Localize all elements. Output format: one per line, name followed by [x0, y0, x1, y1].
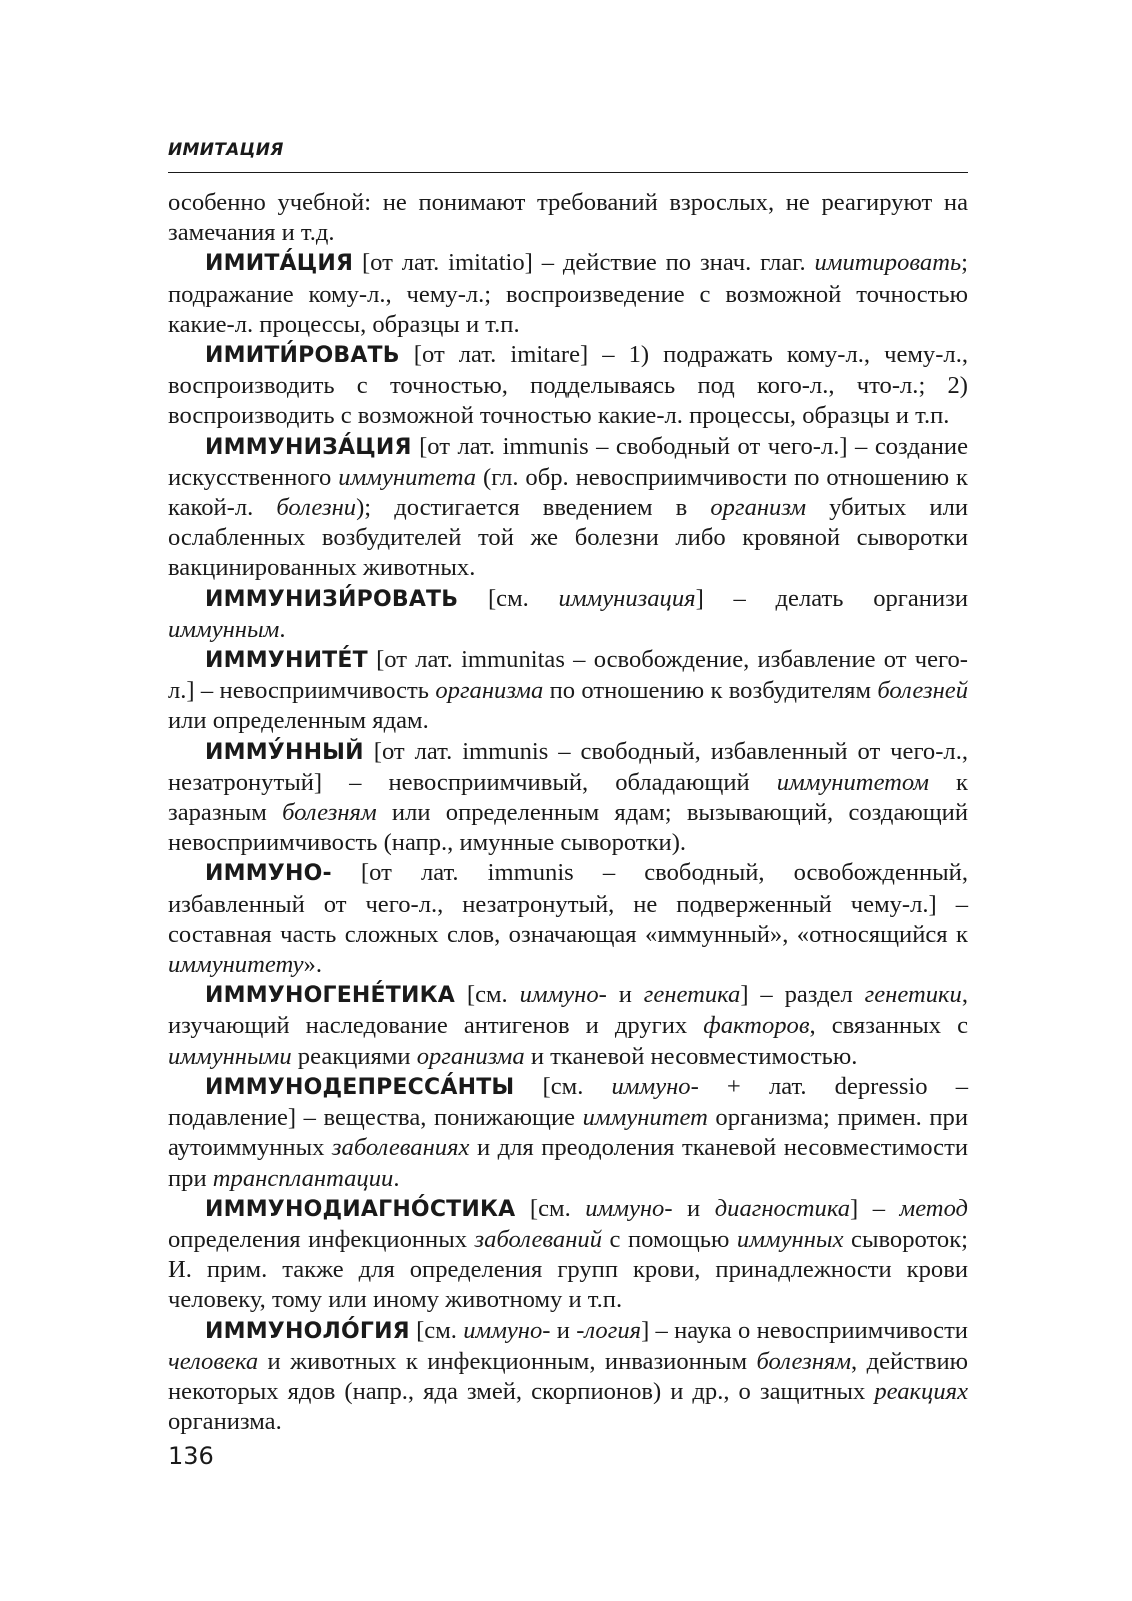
cross-reference-term: болезням — [756, 1347, 852, 1375]
definition-text: + лат. depressio – подавление] – вещества, понижающие — [168, 1072, 968, 1132]
cross-reference-term: организма — [416, 1042, 525, 1070]
cross-reference-term: человека — [168, 1347, 259, 1375]
entry-headword: ИММУНИТЕ́Т — [205, 648, 368, 674]
definition-text: реакциями — [291, 1042, 417, 1070]
cross-reference-term: заболеваниях — [331, 1134, 470, 1162]
definition-text: и животных к инфекционным, инвазионным — [258, 1347, 757, 1375]
definition-text: ] – делать организи — [695, 584, 968, 612]
dictionary-entry — [168, 1072, 968, 1194]
entry-headword: ИММУНИЗИ́РОВАТЬ — [205, 586, 459, 612]
cross-reference-term: организма — [435, 677, 544, 705]
dictionary-entry — [168, 980, 968, 1072]
cross-reference-term: факторов — [703, 1012, 810, 1040]
cross-reference-term: иммунизация — [558, 584, 696, 612]
definition-text: [см. — [514, 1072, 612, 1100]
cross-reference-term: диагностика — [714, 1194, 851, 1222]
entry-headword: ИММУНОГЕНЕ́ТИКА — [205, 983, 455, 1009]
cross-reference-term: болезням — [282, 799, 377, 827]
definition-text: [от лат. imitare] – 1) подражать кому-л., чему-л., воспроизводить с точностью, подделываясь под кого-л., что-л.; 2) воспроизводить с возможной точностью какие-л. процессы, образцы и т.п. — [168, 341, 968, 430]
definition-text: к заразным — [168, 768, 968, 827]
definition-text: и для преодоления тканевой несовместимости при — [168, 1134, 969, 1192]
definition-text: [от лат. immunis – свободный, освобожденный, избавленный от чего-л., незатронутый, не подверженный чему-л.] – составная часть сложных слов, означающая «иммунный», «относящийся к — [168, 859, 968, 948]
entry-headword: ИМИТА́ЦИЯ — [205, 251, 354, 277]
definition-text: и — [606, 981, 644, 1009]
cross-reference-term: иммуно- — [463, 1316, 551, 1344]
entry-headword: ИММУНО- — [205, 861, 332, 887]
definition-text: с помощью — [602, 1225, 737, 1253]
cross-reference-term: иммунных — [736, 1225, 844, 1253]
cross-reference-term: иммунным — [168, 615, 280, 643]
dictionary-entry — [168, 248, 968, 340]
dictionary-entry — [168, 584, 968, 645]
cross-reference-term: болезни — [276, 494, 357, 522]
definition-text: ; подражание кому-л., чему-л.; воспроизведение с возможной точностью какие-л. процессы, образцы и т.п. — [168, 249, 968, 338]
definition-text: [от лат. immunis – свободный от чего-л.] – создание искусственного — [168, 432, 968, 491]
entry-headword: ИММУНОЛО́ГИЯ — [205, 1318, 410, 1344]
cross-reference-term: иммуно- — [519, 981, 607, 1009]
definition-text: и тканевой несовместимостью. — [524, 1042, 858, 1070]
definition-text: . — [279, 615, 286, 643]
cross-reference-term: организм — [710, 494, 807, 522]
cross-reference-term: имитировать — [814, 249, 962, 277]
definition-text: , изучающий наследование антигенов и других — [168, 981, 968, 1040]
dictionary-entries — [168, 248, 968, 1437]
entry-headword: ИММУ́ННЫЙ — [205, 739, 364, 765]
definition-text: организма. — [168, 1408, 282, 1436]
definition-text: , действию некоторых ядов (напр., яда змей, скорпионов) и др., о защитных — [168, 1347, 968, 1405]
entry-headword: ИММУНИЗА́ЦИЯ — [205, 434, 412, 460]
dictionary-entry — [168, 645, 968, 737]
cross-reference-term: иммунитетом — [776, 768, 929, 796]
definition-text: или определенным ядам; вызывающий, создающий невосприимчивость (напр., имунные сыворотки). — [168, 799, 968, 857]
definition-text: [см. — [455, 981, 520, 1009]
definition-text: ] – раздел — [740, 981, 865, 1009]
definition-text: организма; примен. при аутоиммунных — [168, 1104, 968, 1162]
definition-text: ] – — [850, 1194, 900, 1222]
running-head — [168, 136, 968, 173]
dictionary-entry — [168, 1316, 968, 1438]
definition-text: [от лат. immunitas – освобождение, избавление от чего-л.] – невосприимчивость — [168, 646, 968, 705]
definition-text: и — [672, 1194, 715, 1222]
definition-text: по отношению к возбудителям — [543, 677, 878, 705]
page-body — [168, 188, 968, 1437]
definition-text: ); достигается введением в — [356, 494, 711, 522]
cross-reference-term: генетики — [864, 981, 962, 1009]
cross-reference-term: трансплантации — [212, 1164, 394, 1192]
definition-text: ». — [303, 951, 322, 979]
cross-reference-term: реакциях — [874, 1377, 968, 1405]
definition-text: сывороток; И. прим. также для определения групп крови, принадлежности крови человеку, тому или иному животному и т.п. — [168, 1225, 968, 1314]
definition-text: (гл. обр. невосприимчивости по отношению к какой-л. — [168, 463, 968, 522]
cross-reference-term: болезней — [877, 677, 968, 705]
cross-reference-term: иммунитета — [338, 463, 477, 491]
entry-headword: ИМИТИ́РОВАТЬ — [205, 343, 400, 369]
cross-reference-term: метод — [899, 1194, 968, 1222]
entry-headword: ИММУНОДИАГНО́СТИКА — [205, 1196, 516, 1222]
definition-text: [см. — [409, 1316, 464, 1344]
definition-text: определения инфекционных — [168, 1225, 475, 1253]
cross-reference-term: иммунитету — [168, 951, 304, 979]
cross-reference-term: иммуно- — [585, 1194, 673, 1222]
cross-reference-term: иммунными — [168, 1042, 292, 1070]
definition-text: [см. — [458, 584, 559, 612]
definition-text: [от лат. immunis – свободный, избавленный от чего-л., незатронутый] – невосприимчивый, обладающий — [168, 737, 968, 796]
page-number: 136 — [168, 1442, 214, 1470]
cross-reference-term: иммуно- — [611, 1072, 699, 1100]
definition-text: , связанных с — [809, 1012, 969, 1040]
cross-reference-term: иммунитет — [582, 1104, 708, 1132]
dictionary-entry — [168, 340, 968, 432]
cross-reference-term: -логия — [576, 1316, 642, 1344]
dictionary-entry — [168, 432, 968, 584]
definition-text: . — [393, 1164, 400, 1192]
definition-text: [см. — [515, 1194, 586, 1222]
continuation-paragraph: особенно учебной: не понимают требований взрослых, не реагируют на замечания и т.д. — [168, 189, 968, 247]
definition-text: ] – наука о невосприимчивости — [641, 1316, 968, 1344]
entry-headword: ИММУНОДЕПРЕССА́НТЫ — [205, 1074, 515, 1100]
running-head-title: ИМИТАЦИЯ — [168, 140, 284, 160]
cross-reference-term: генетика — [643, 981, 741, 1009]
definition-text: [от лат. imitatio] – действие по знач. глаг. — [353, 249, 815, 277]
definition-text: и — [550, 1316, 577, 1344]
definition-text: убитых или ослабленных возбудителей той же болезни либо кровяной сыворотки вакцинированных животных. — [168, 494, 969, 582]
definition-text: или определенным ядам. — [168, 707, 429, 735]
dictionary-entry — [168, 1194, 968, 1316]
dictionary-entry — [168, 858, 968, 980]
dictionary-entry — [168, 737, 968, 859]
cross-reference-term: заболеваний — [474, 1225, 603, 1253]
